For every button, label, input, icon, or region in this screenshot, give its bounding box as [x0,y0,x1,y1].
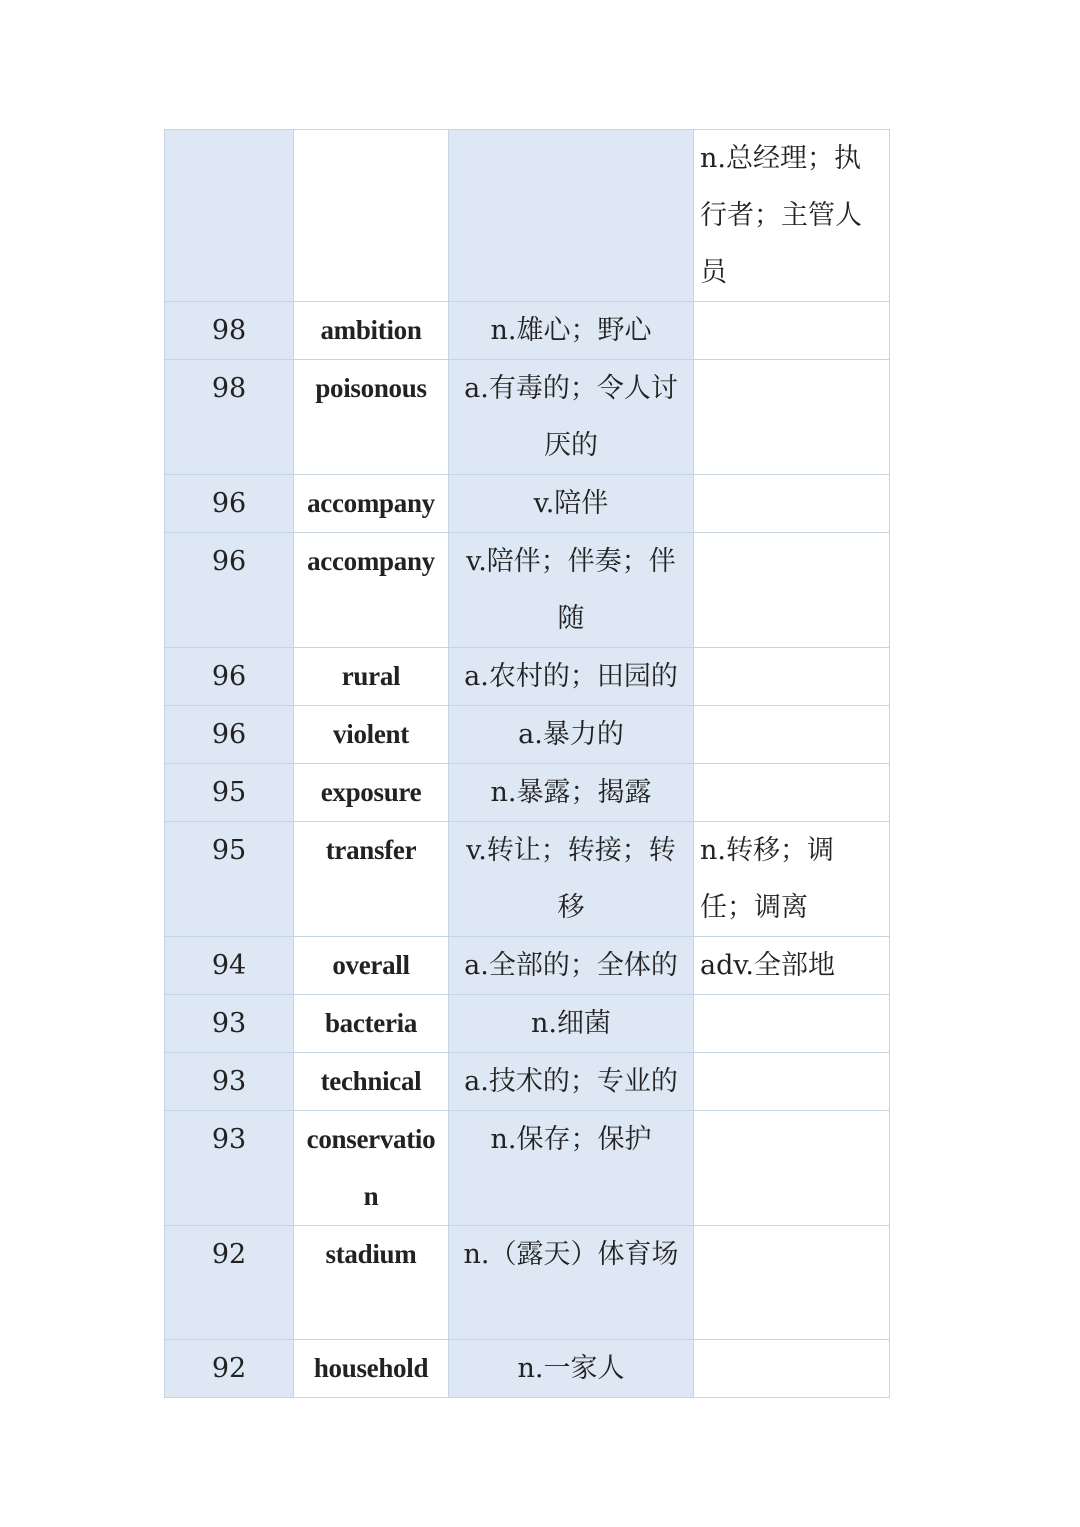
word-cell: violent [294,706,449,764]
vocabulary-table [164,129,890,1398]
word-cell: bacteria [294,995,449,1053]
extra-meaning-cell [694,1053,890,1111]
frequency-cell: 98 [165,302,294,360]
word-cell: stadium [294,1226,449,1340]
meaning-cell: n.雄心；野心 [449,302,694,360]
frequency-cell: 92 [165,1226,294,1340]
frequency-cell: 92 [165,1340,294,1398]
meaning-cell: n.保存；保护 [449,1111,694,1226]
frequency-cell: 95 [165,822,294,937]
word-cell: technical [294,1053,449,1111]
word-cell: ambition [294,302,449,360]
table-row [165,1111,890,1226]
extra-meaning-cell [694,475,890,533]
frequency-cell [165,130,294,302]
vocabulary-table-body [165,130,890,1398]
meaning-cell: a.全部的；全体的 [449,937,694,995]
extra-meaning-cell [694,1111,890,1226]
table-row [165,937,890,995]
meaning-cell: v.转让；转接；转移 [449,822,694,937]
meaning-cell: a.有毒的；令人讨厌的 [449,360,694,475]
extra-meaning-cell [694,1340,890,1398]
table-row [165,1226,890,1340]
frequency-cell: 96 [165,648,294,706]
extra-meaning-cell [694,764,890,822]
meaning-cell: n.一家人 [449,1340,694,1398]
frequency-cell: 93 [165,995,294,1053]
word-cell: conservation [294,1111,449,1226]
table-row [165,1340,890,1398]
word-cell [294,130,449,302]
word-cell: accompany [294,533,449,648]
table-row [165,706,890,764]
meaning-cell: v.陪伴 [449,475,694,533]
table-row [165,302,890,360]
meaning-cell: a.暴力的 [449,706,694,764]
frequency-cell: 96 [165,475,294,533]
extra-meaning-cell [694,302,890,360]
table-row [165,764,890,822]
word-cell: overall [294,937,449,995]
extra-meaning-cell [694,648,890,706]
table-row [165,130,890,302]
table-row [165,1053,890,1111]
table-row [165,822,890,937]
word-cell: accompany [294,475,449,533]
extra-meaning-cell [694,706,890,764]
word-cell: exposure [294,764,449,822]
extra-meaning-cell [694,995,890,1053]
meaning-cell: n.暴露；揭露 [449,764,694,822]
meaning-cell [449,130,694,302]
table-row [165,995,890,1053]
extra-meaning-cell [694,1226,890,1340]
frequency-cell: 96 [165,706,294,764]
meaning-cell: a.技术的；专业的 [449,1053,694,1111]
meaning-cell: v.陪伴；伴奏；伴随 [449,533,694,648]
table-row [165,360,890,475]
frequency-cell: 95 [165,764,294,822]
extra-meaning-cell: n.转移；调任；调离 [694,822,890,937]
word-cell: household [294,1340,449,1398]
word-cell: rural [294,648,449,706]
meaning-cell: n.（露天）体育场 [449,1226,694,1340]
table-row [165,475,890,533]
meaning-cell: n.细菌 [449,995,694,1053]
frequency-cell: 93 [165,1053,294,1111]
frequency-cell: 96 [165,533,294,648]
extra-meaning-cell: n.总经理；执行者；主管人员 [694,130,890,302]
meaning-cell: a.农村的；田园的 [449,648,694,706]
word-cell: poisonous [294,360,449,475]
frequency-cell: 94 [165,937,294,995]
word-cell: transfer [294,822,449,937]
extra-meaning-cell: adv.全部地 [694,937,890,995]
frequency-cell: 98 [165,360,294,475]
extra-meaning-cell [694,533,890,648]
extra-meaning-cell [694,360,890,475]
table-row [165,648,890,706]
table-row [165,533,890,648]
frequency-cell: 93 [165,1111,294,1226]
